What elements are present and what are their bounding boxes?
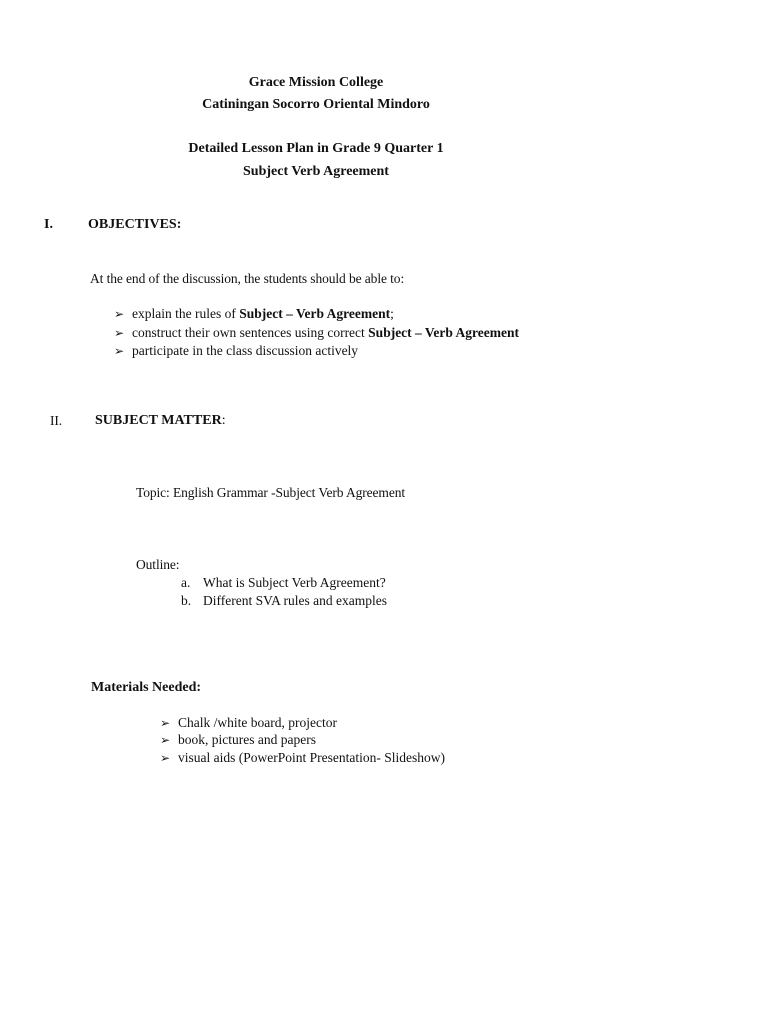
objective-bold-text: Subject – Verb Agreement (368, 325, 520, 340)
material-text: visual aids (PowerPoint Presentation- Slideshow) (178, 750, 445, 765)
objectives-heading: OBJECTIVES: (88, 217, 182, 232)
arrow-bullet-icon: ➢ (114, 344, 125, 358)
objective-item (114, 325, 519, 341)
school-location: Catiningan Socorro Oriental Mindoro (202, 97, 430, 112)
outline-letter: b. (181, 593, 192, 608)
objectives-intro: At the end of the discussion, the students should be able to: (90, 271, 405, 286)
outline-label: Outline: (136, 557, 180, 572)
materials-heading: Materials Needed: (91, 680, 202, 695)
material-item (160, 732, 316, 748)
subject-matter-numeral: II. (50, 413, 63, 428)
school-name: Grace Mission College (248, 75, 384, 90)
lesson-subject: Subject Verb Agreement (243, 164, 389, 179)
objective-suffix: ; (390, 306, 394, 321)
arrow-bullet-icon: ➢ (160, 751, 171, 765)
subject-matter-heading-text: SUBJECT MATTER (95, 413, 222, 428)
subject-matter-heading-colon: : (221, 413, 226, 428)
outline-text: What is Subject Verb Agreement? (203, 575, 386, 590)
arrow-bullet-icon: ➢ (114, 326, 125, 340)
objective-item (114, 343, 358, 359)
material-text: book, pictures and papers (178, 732, 316, 747)
objective-text: explain the rules of (132, 306, 240, 321)
objective-item (114, 306, 394, 322)
arrow-bullet-icon: ➢ (160, 733, 171, 747)
objective-text: construct their own sentences using correct (132, 325, 369, 340)
outline-letter: a. (181, 575, 191, 590)
arrow-bullet-icon: ➢ (160, 716, 171, 730)
outline-item (181, 575, 386, 591)
material-item (160, 715, 337, 731)
material-text: Chalk /white board, projector (178, 715, 337, 730)
lesson-plan-title: Detailed Lesson Plan in Grade 9 Quarter 1 (188, 141, 444, 156)
objective-bold-text: Subject – Verb Agreement (239, 306, 391, 321)
outline-item (181, 593, 387, 609)
outline-text: Different SVA rules and examples (203, 593, 387, 608)
material-item (160, 750, 445, 766)
subject-matter-heading (95, 413, 226, 429)
objectives-numeral: I. (44, 217, 53, 232)
arrow-bullet-icon: ➢ (114, 307, 125, 321)
objective-text: participate in the class discussion actively (132, 343, 359, 358)
topic-line: Topic: English Grammar -Subject Verb Agreement (136, 485, 406, 500)
